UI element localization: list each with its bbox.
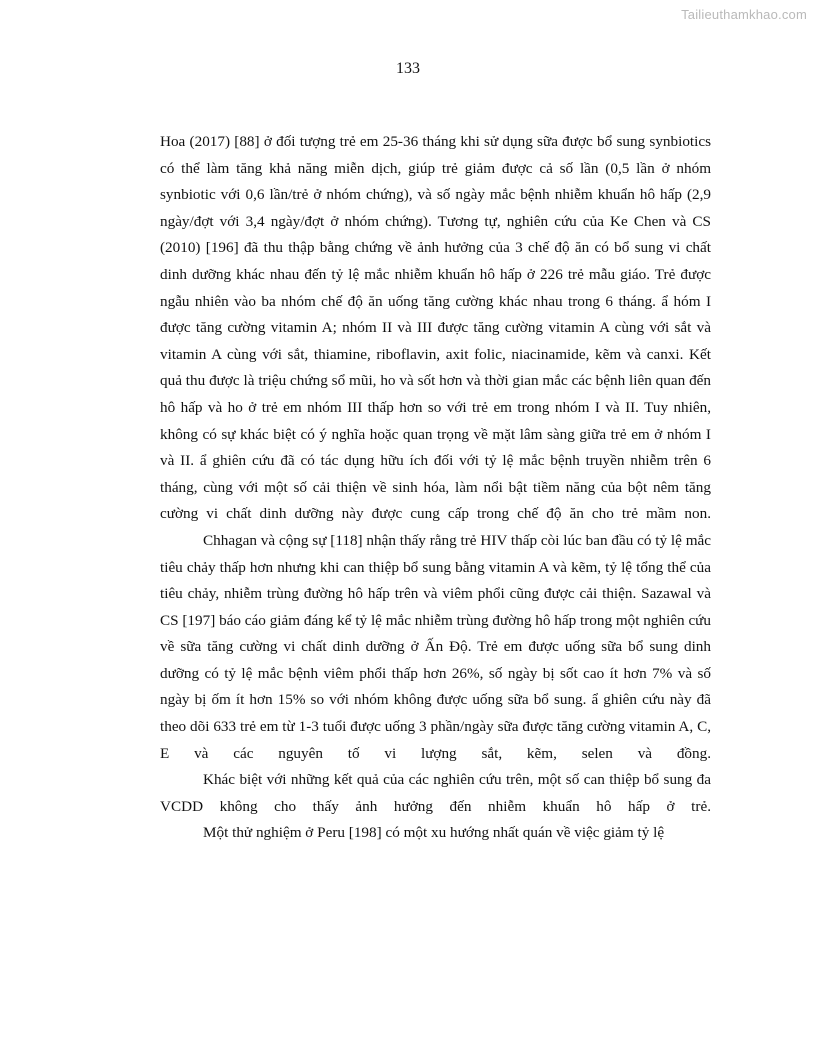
- text-line: ngày bị sốt cao ít hơn 7% và số ngày bị ốm ít hơn 15% so với nhóm không được uống: [160, 664, 711, 709]
- text-line: hô hấp (2,9 ngày/đợt với 3,4 ngày/đợt ở nhóm chứng). Tương tự, nghiên cứu của Ke: [160, 186, 712, 230]
- text-line: niacinamide, kẽm và canxi. Kết quả thu được là triệu chứng sổ mũi, ho và sốt hơn và: [160, 345, 711, 390]
- paragraph-2: [160, 528, 711, 767]
- text-line: được uống sữa bổ sung dinh dưỡng có tỷ lệ mắc bệnh viêm phổi thấp hơn 26%, số: [160, 638, 711, 682]
- text-line: mẫu giáo. Trẻ được ngẫu nhiên vào ba nhóm chế độ ăn uống tăng cường khác nhau: [160, 265, 711, 310]
- body-text: [160, 129, 711, 847]
- text-line: Khác biệt với những kết quả của các nghiên cứu trên, một số can thiệp bổ sung: [203, 771, 693, 789]
- page-number: 133: [396, 60, 420, 77]
- text-line: Chhagan và cộng sự [118] nhận thấy rằng trẻ HIV thấp còi lúc ban đầu có tỷ: [203, 531, 668, 549]
- text-line: thiện. Sazawal và CS [197] báo cáo giảm đáng kể tỷ lệ mắc nhiễm trùng đường hô: [160, 585, 711, 629]
- text-line: Một thử nghiệm ở Peru [198] có một xu hướng nhất quán về việc giảm tỷ lệ: [203, 824, 665, 842]
- text-line: trọng về mặt lâm sàng giữa trẻ em ở nhóm I và II. ẩ ghiên cứu đã có tác dụng hữu ích: [160, 425, 711, 470]
- text-line: hấp trong một nghiên cứu về sữa tăng cường vi chất dinh dưỡng ở Ấn Độ. Trẻ em: [160, 611, 712, 656]
- text-line: phần/ngày sữa được tăng cường vitamin A, C, E và các nguyên tố vi lượng sắt, kẽm,: [160, 718, 711, 762]
- text-line: ở nhóm synbiotic với 0,6 lần/trẻ ở nhóm chứng), và số ngày mắc bệnh nhiễm khuẩn: [160, 159, 712, 204]
- text-line: selen và đồng.: [581, 744, 712, 762]
- watermark: Tailieuthamkhao.com: [681, 7, 807, 22]
- text-line: lệ mắc tiêu chảy thấp hơn nhưng khi can thiệp bổ sung bằng vitamin A và kẽm, tỷ lệ: [160, 531, 711, 576]
- text-line: synbiotics có thể làm tăng khả năng miễn dịch, giúp trẻ giảm được cả số lần (0,5 lần: [160, 133, 712, 177]
- text-line: tổng thể của tiêu chảy, nhiễm trùng đường hô hấp trên và viêm phổi cũng được cải: [160, 558, 711, 603]
- text-line: vitamin A cùng với sắt và vitamin A cùng với sắt, thiamine, riboflavin, axit folic,: [160, 319, 712, 363]
- text-line: cấp trong chế độ ăn cho trẻ mầm non.: [447, 505, 711, 523]
- text-line: trong 6 tháng. ẩ hóm I được tăng cường vitamin A; nhóm II và III được tăng cường: [160, 292, 712, 337]
- text-line: đa VCDD không cho thấy ảnh hưởng đến nhiễm khuẩn hô hấp ở trẻ.: [160, 771, 711, 815]
- text-line: bổ sung vi chất dinh dưỡng khác nhau đến tỷ lệ mắc nhiễm khuẩn hô hấp ở 226 trẻ: [160, 239, 711, 283]
- text-line: hóa, làm nổi bật tiềm năng của bột nêm tăng cường vi chất dinh dưỡng này được cung: [160, 478, 711, 523]
- text-line: thời gian mắc các bệnh liên quan đến hô hấp và ho ở trẻ em nhóm III thấp hơn so với: [160, 372, 711, 416]
- paragraph-1: [160, 129, 711, 528]
- paragraph-3: [160, 767, 711, 820]
- text-line: sữa bổ sung. ẩ ghiên cứu này đã theo dõi 633 trẻ em từ 1-3 tuổi được uống 3: [160, 691, 712, 736]
- paragraph-4: [160, 820, 711, 847]
- text-line: trẻ em trong nhóm I và II. Tuy nhiên, không có sự khác biệt có ý nghĩa hoặc quan: [160, 398, 711, 443]
- text-line: đối với tỷ lệ mắc bệnh truyền nhiễm trên 6 tháng, cùng với một số cải thiện về sinh: [160, 452, 712, 496]
- text-line: Chen và CS (2010) [196] đã thu thập bằng chứng về ảnh hưởng của 3 chế độ ăn có: [160, 212, 711, 257]
- text-line: Hoa (2017) [88] ở đối tượng trẻ em 25-36 tháng khi sử dụng sữa được bổ sung: [160, 133, 646, 150]
